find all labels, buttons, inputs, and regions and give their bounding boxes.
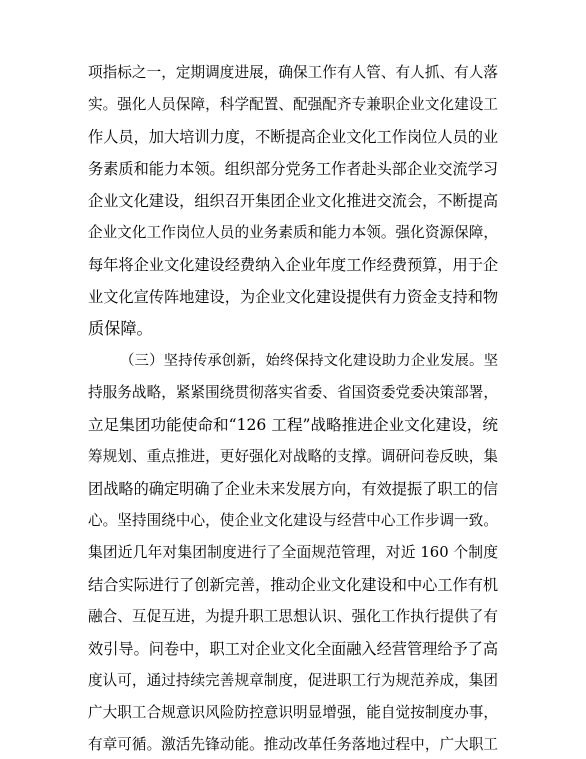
text-line-7: 每年将企业文化建设经费纳入企业年度工作经费预算，用于企 [88, 256, 498, 274]
text-line-16: 集团近几年对集团制度进行了全面规范管理，对近 160 个制度 [88, 544, 498, 561]
text-line-6: 企业文化工作岗位人员的业务素质和能力本领。强化资源保障， [88, 224, 498, 241]
text-line-13: 筹规划、重点推进，更好强化对战略的支撑。调研问卷反映，集 [88, 448, 498, 465]
text-line-5: 企业文化建设，组织召开集团企业文化推进交流会，不断提高 [88, 192, 498, 210]
text-line-4: 务素质和能力本领。组织部分党务工作者赴头部企业交流学习 [88, 160, 498, 178]
text-line-17: 结合实际进行了创新完善，推动企业文化建设和中心工作有机 [88, 576, 498, 594]
text-line-8: 业文化宣传阵地建设，为企业文化建设提供有力资金支持和物 [88, 288, 498, 306]
text-line-3: 作人员，加大培训力度，不断提高企业文化工作岗位人员的业 [88, 128, 498, 146]
text-line-20: 度认可，通过持续完善规章制度，促进职工行为规范养成，集团 [88, 672, 498, 689]
text-line-18: 融合、互促互进，为提升职工思想认识、强化工作执行提供了有 [88, 608, 498, 625]
section-heading-line: （三）坚持传承创新，始终保持文化建设助力企业发展。坚 [120, 353, 498, 369]
text-line-12: 立足集团功能使命和“126 工程”战略推进企业文化建设，统 [88, 416, 498, 434]
text-line-2: 实。强化人员保障，科学配置、配强配齐专兼职企业文化建设工 [88, 96, 498, 113]
text-line-1: 项指标之一，定期调度进展，确保工作有人管、有人抓、有人落 [88, 64, 498, 81]
text-line-14: 团战略的确定明确了企业未来发展方向，有效提振了职工的信 [88, 480, 498, 498]
text-line-11: 持服务战略，紧紧围绕贯彻落实省委、省国资委党委决策部署， [88, 384, 498, 401]
text-line-19: 效引导。问卷中，职工对企业文化全面融入经营管理给予了高 [88, 640, 498, 658]
text-line-22: 有章可循。激活先锋动能。推动改革任务落地过程中，广大职工 [88, 736, 498, 753]
text-line-15: 心。坚持围绕中心，使企业文化建设与经营中心工作步调一致。 [88, 512, 498, 529]
text-line-21: 广大职工合规意识风险防控意识明显增强，能自觉按制度办事， [88, 704, 498, 721]
text-line-9: 质保障。 [88, 319, 153, 338]
